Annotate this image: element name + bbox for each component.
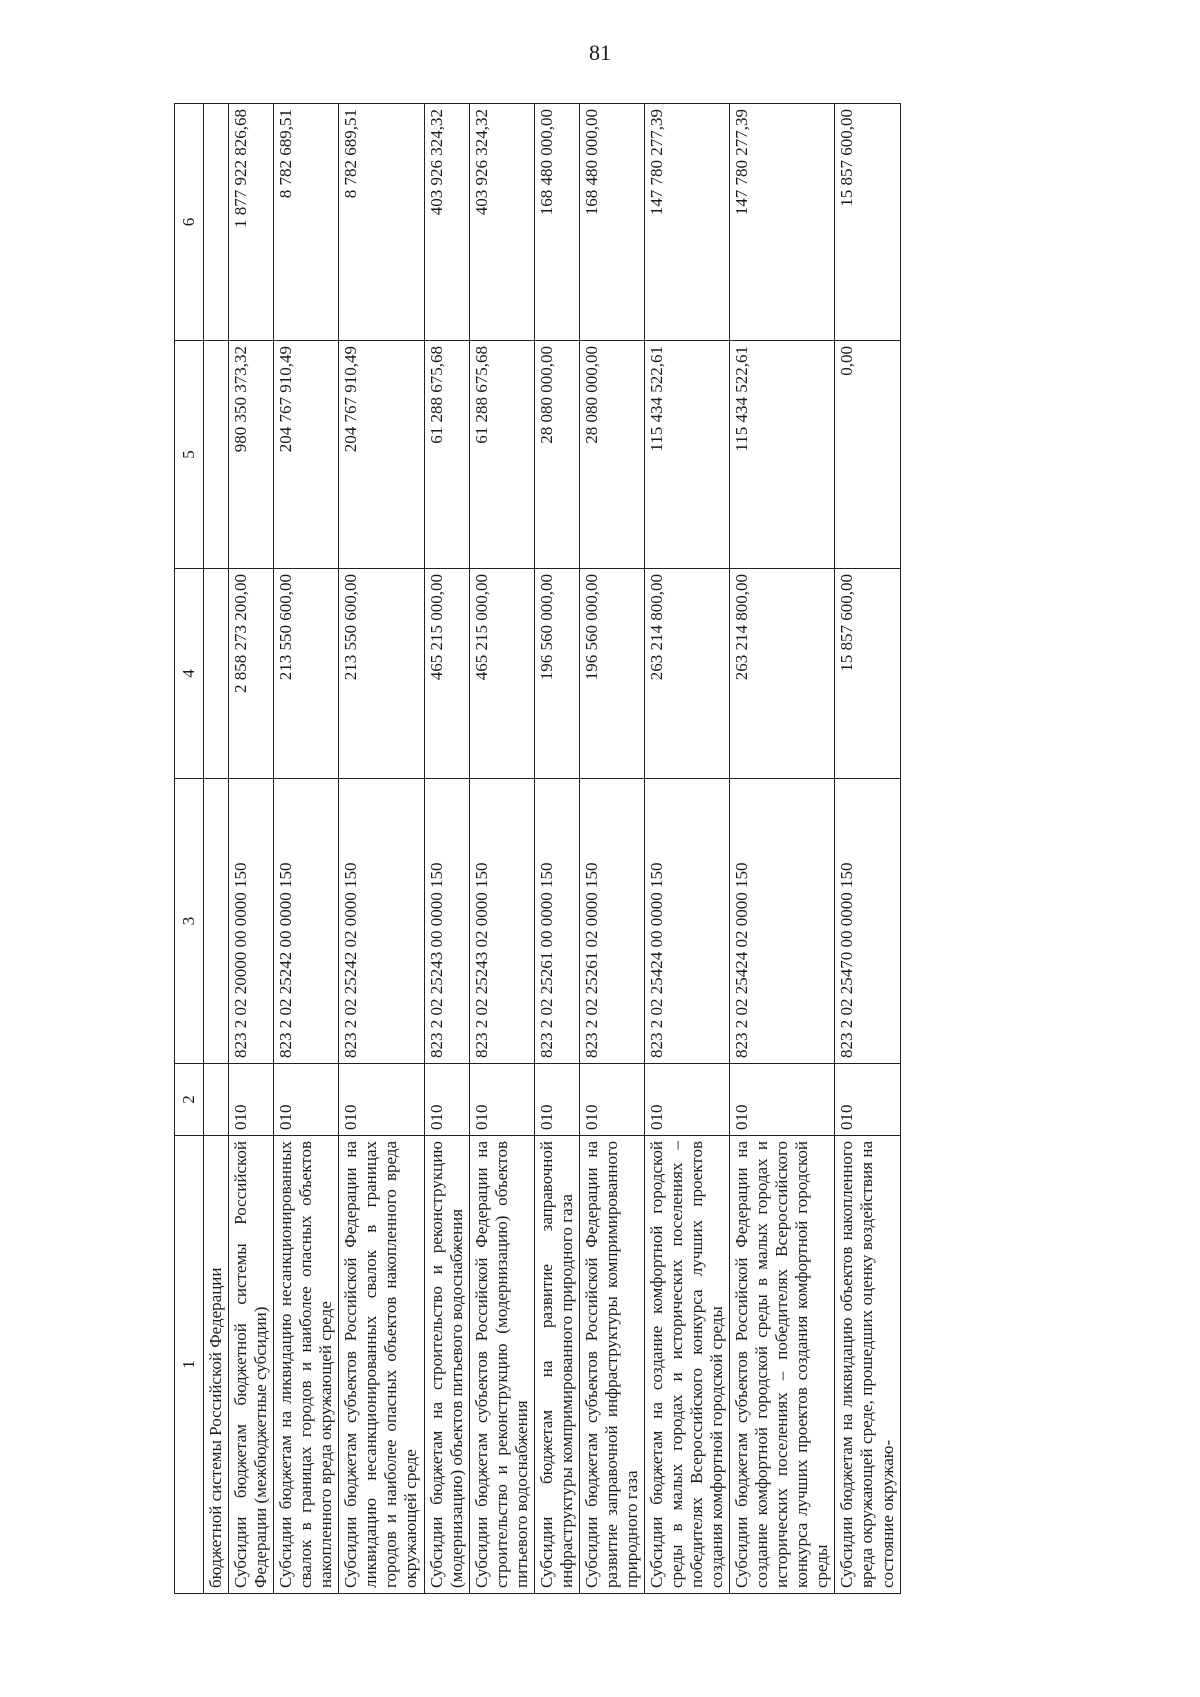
column-header: 2 [175,1064,204,1136]
row-approved-amount: 196 560 000,00 [534,569,579,779]
row-budget-code: 823 2 02 25424 00 0000 150 [644,779,729,1064]
rotated-table-area [174,104,1078,1594]
row-executed-amount: 115 434 522,61 [730,341,835,569]
row-unexecuted-amount: 168 480 000,00 [579,104,644,341]
row-unexecuted-amount: 403 926 324,32 [469,104,534,341]
table-row [730,104,835,1594]
row-description: бюджетной системы Российской Федерации [204,1136,229,1594]
row-description: Субсидии бюджетам на ликвидацию несанкционированных свалок в границах городов и наиболее опасных объектов накопленного вреда окружающей среде [274,1136,339,1594]
table-row [534,104,579,1594]
table-row [644,104,729,1594]
row-budget-code: 823 2 02 25242 02 0000 150 [339,779,424,1064]
table-row [229,104,274,1594]
row-executed-amount: 980 350 373,32 [229,341,274,569]
column-header: 1 [175,1136,204,1594]
row-line-code: 010 [579,1064,644,1136]
row-description: Субсидии бюджетам субъектов Российской Федерации на ликвидацию несанкционированных свалок в границах городов и наиболее опасных объектов накопленного вреда окружающей среде [339,1136,424,1594]
row-executed-amount [204,341,229,569]
row-approved-amount: 465 215 000,00 [469,569,534,779]
row-executed-amount: 0,00 [835,341,900,569]
budget-table [174,103,901,1594]
row-description: Субсидии бюджетам субъектов Российской Федерации на строительство и реконструкцию (модернизацию) объектов питьевого водоснабжения [469,1136,534,1594]
row-line-code: 010 [644,1064,729,1136]
table-row [274,104,339,1594]
row-line-code: 010 [229,1064,274,1136]
row-line-code: 010 [534,1064,579,1136]
row-approved-amount: 2 858 273 200,00 [229,569,274,779]
row-budget-code: 823 2 02 25261 02 0000 150 [579,779,644,1064]
row-line-code: 010 [339,1064,424,1136]
row-budget-code: 823 2 02 25243 02 0000 150 [469,779,534,1064]
row-description: Субсидии бюджетам на строительство и реконструкцию (модернизацию) объектов питьевого водоснабжения [424,1136,469,1594]
row-budget-code: 823 2 02 25243 00 0000 150 [424,779,469,1064]
row-approved-amount: 263 214 800,00 [644,569,729,779]
row-unexecuted-amount [204,104,229,341]
row-description: Субсидии бюджетам бюджетной системы Российской Федерации (межбюджетные субсидии) [229,1136,274,1594]
row-unexecuted-amount: 147 780 277,39 [730,104,835,341]
table-row [204,104,229,1594]
row-executed-amount: 28 080 000,00 [534,341,579,569]
row-description: Субсидии бюджетам субъектов Российской Федерации на создание комфортной городской среды в малых городах и исторических поселениях – победителях Всероссийского конкурса лучших проектов создания комфортной городской среды [730,1136,835,1594]
row-description: Субсидии бюджетам субъектов Российской Федерации на развитие заправочной инфраструктуры компримированного природного газа [579,1136,644,1594]
row-line-code: 010 [274,1064,339,1136]
column-header: 5 [175,341,204,569]
row-approved-amount: 15 857 600,00 [835,569,900,779]
row-unexecuted-amount: 1 877 922 826,68 [229,104,274,341]
row-executed-amount: 204 767 910,49 [274,341,339,569]
row-description: Субсидии бюджетам на развитие заправочной инфраструктуры компримированного природного газа [534,1136,579,1594]
column-header: 4 [175,569,204,779]
row-line-code: 010 [835,1064,900,1136]
column-header: 3 [175,779,204,1064]
row-line-code: 010 [424,1064,469,1136]
table-row [469,104,534,1594]
row-budget-code: 823 2 02 25261 00 0000 150 [534,779,579,1064]
row-unexecuted-amount: 147 780 277,39 [644,104,729,341]
row-executed-amount: 61 288 675,68 [424,341,469,569]
row-unexecuted-amount: 8 782 689,51 [274,104,339,341]
row-budget-code: 823 2 02 25424 02 0000 150 [730,779,835,1064]
table-row [579,104,644,1594]
row-description: Субсидии бюджетам на ликвидацию объектов накопленного вреда окружающей среде, прошедших оценку воздействия на состояние окружаю- [835,1136,900,1594]
row-line-code: 010 [469,1064,534,1136]
row-budget-code [204,779,229,1064]
row-line-code [204,1064,229,1136]
row-unexecuted-amount: 168 480 000,00 [534,104,579,341]
header-row [175,104,204,1594]
row-budget-code: 823 2 02 25242 00 0000 150 [274,779,339,1064]
row-executed-amount: 61 288 675,68 [469,341,534,569]
row-budget-code: 823 2 02 20000 00 0000 150 [229,779,274,1064]
row-unexecuted-amount: 8 782 689,51 [339,104,424,341]
column-header: 6 [175,104,204,341]
row-budget-code: 823 2 02 25470 00 0000 150 [835,779,900,1064]
row-executed-amount: 204 767 910,49 [339,341,424,569]
row-unexecuted-amount: 15 857 600,00 [835,104,900,341]
row-approved-amount: 465 215 000,00 [424,569,469,779]
table-row [424,104,469,1594]
page-number: 81 [589,40,611,65]
row-executed-amount: 28 080 000,00 [579,341,644,569]
table-row [339,104,424,1594]
row-line-code: 010 [730,1064,835,1136]
row-approved-amount: 213 550 600,00 [274,569,339,779]
row-approved-amount: 263 214 800,00 [730,569,835,779]
row-approved-amount: 213 550 600,00 [339,569,424,779]
row-unexecuted-amount: 403 926 324,32 [424,104,469,341]
row-approved-amount [204,569,229,779]
row-approved-amount: 196 560 000,00 [579,569,644,779]
table-row [835,104,900,1594]
row-description: Субсидии бюджетам на создание комфортной городской среды в малых городах и исторических поселениях – победителях Всероссийского конкурса лучших проектов создания комфортной городской среды [644,1136,729,1594]
row-executed-amount: 115 434 522,61 [644,341,729,569]
